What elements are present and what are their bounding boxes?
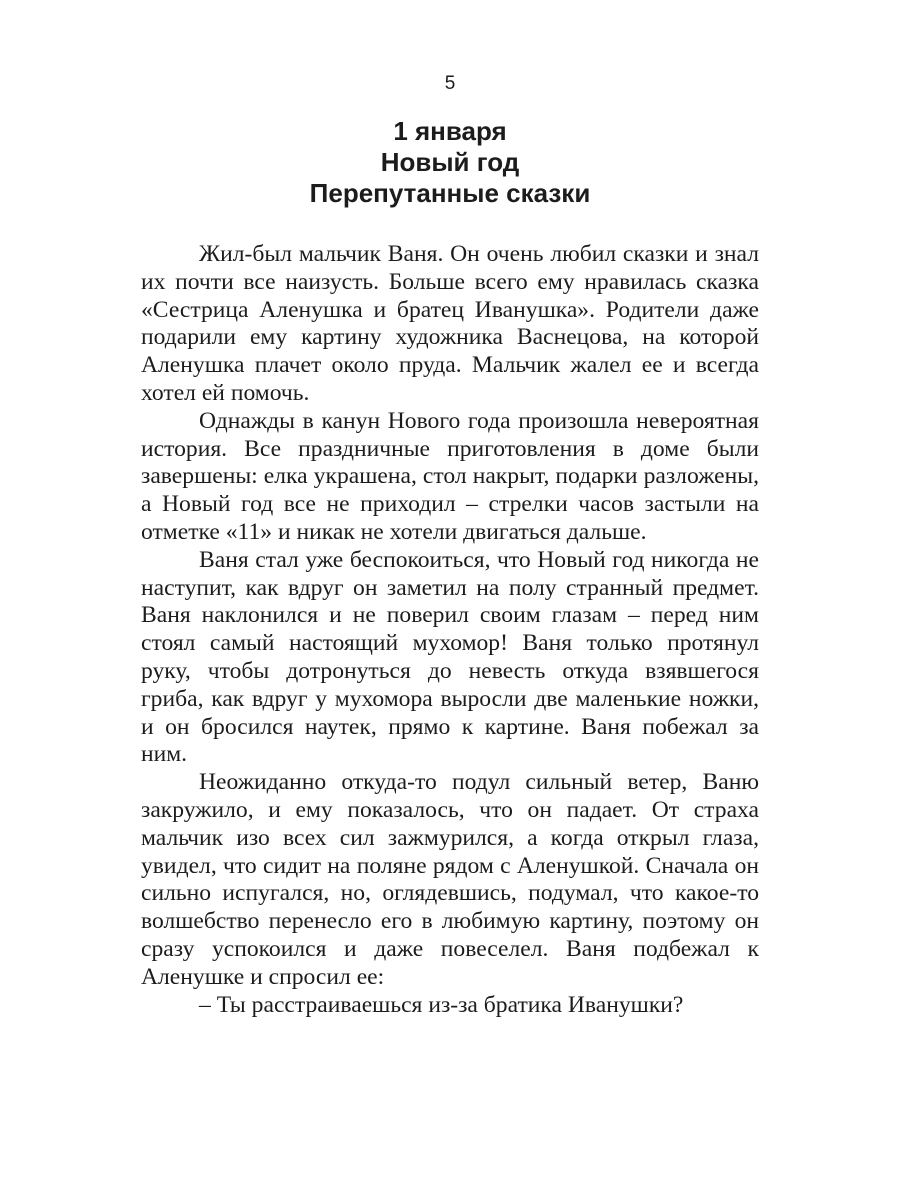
paragraph-3: Ваня стал уже беспокоиться, что Новый год никогда не наступит, как вдруг он заметил на полу странный предмет. Ваня наклонился и не поверил своим глазам – перед ним стоял самый настоящий мухомор! Ваня только протянул руку, чтобы дотронуться до невесть откуда взявшегося гриба, как вдруг у мухомора выросли две маленькие ножки, и он бросился наутек, прямо к картине. Ваня побежал за ним. (141, 546, 759, 768)
heading-title: Перепутанные сказки (309, 178, 591, 208)
chapter-heading (0, 116, 900, 209)
heading-date: 1 января (393, 116, 507, 146)
paragraph-4: Неожиданно откуда-то подул сильный ветер, Ваню закружило, и ему показалось, что он падает. От страха мальчик изо всех сил зажмурился, а когда открыл глаза, увидел, что сидит на поляне рядом с Аленушкой. Сначала он сильно испугался, но, оглядевшись, подумал, что какое-то волшебство перенесло его в любимую картину, поэтому он сразу успокоился и даже повеселел. Ваня подбежал к Аленушке и спросил ее: (141, 769, 759, 990)
paragraph-2: Однажды в канун Нового года произошла невероятная история. Все праздничные приготовления в доме были завершены: елка украшена, стол накрыт, подарки разложены, а Новый год все не приходил – стрелки часов застыли на отметке «11» и никак не хотели двигаться дальше. (141, 407, 759, 545)
page-number: 5 (444, 73, 456, 94)
story-text (141, 241, 759, 1019)
paragraph-5: – Ты расстраиваешься из-за братика Иванушки? (199, 991, 684, 1018)
heading-holiday: Новый год (380, 147, 520, 177)
paragraph-1: Жил-был мальчик Ваня. Он очень любил сказки и знал их почти все наизусть. Больше всего ему нравилась сказка «Сестрица Аленушка и братец Иванушка». Родители даже подарили ему картину художника Васнецова, на которой Аленушка плачет около пруда. Мальчик жалел ее и всегда хотел ей помочь. (141, 241, 759, 406)
